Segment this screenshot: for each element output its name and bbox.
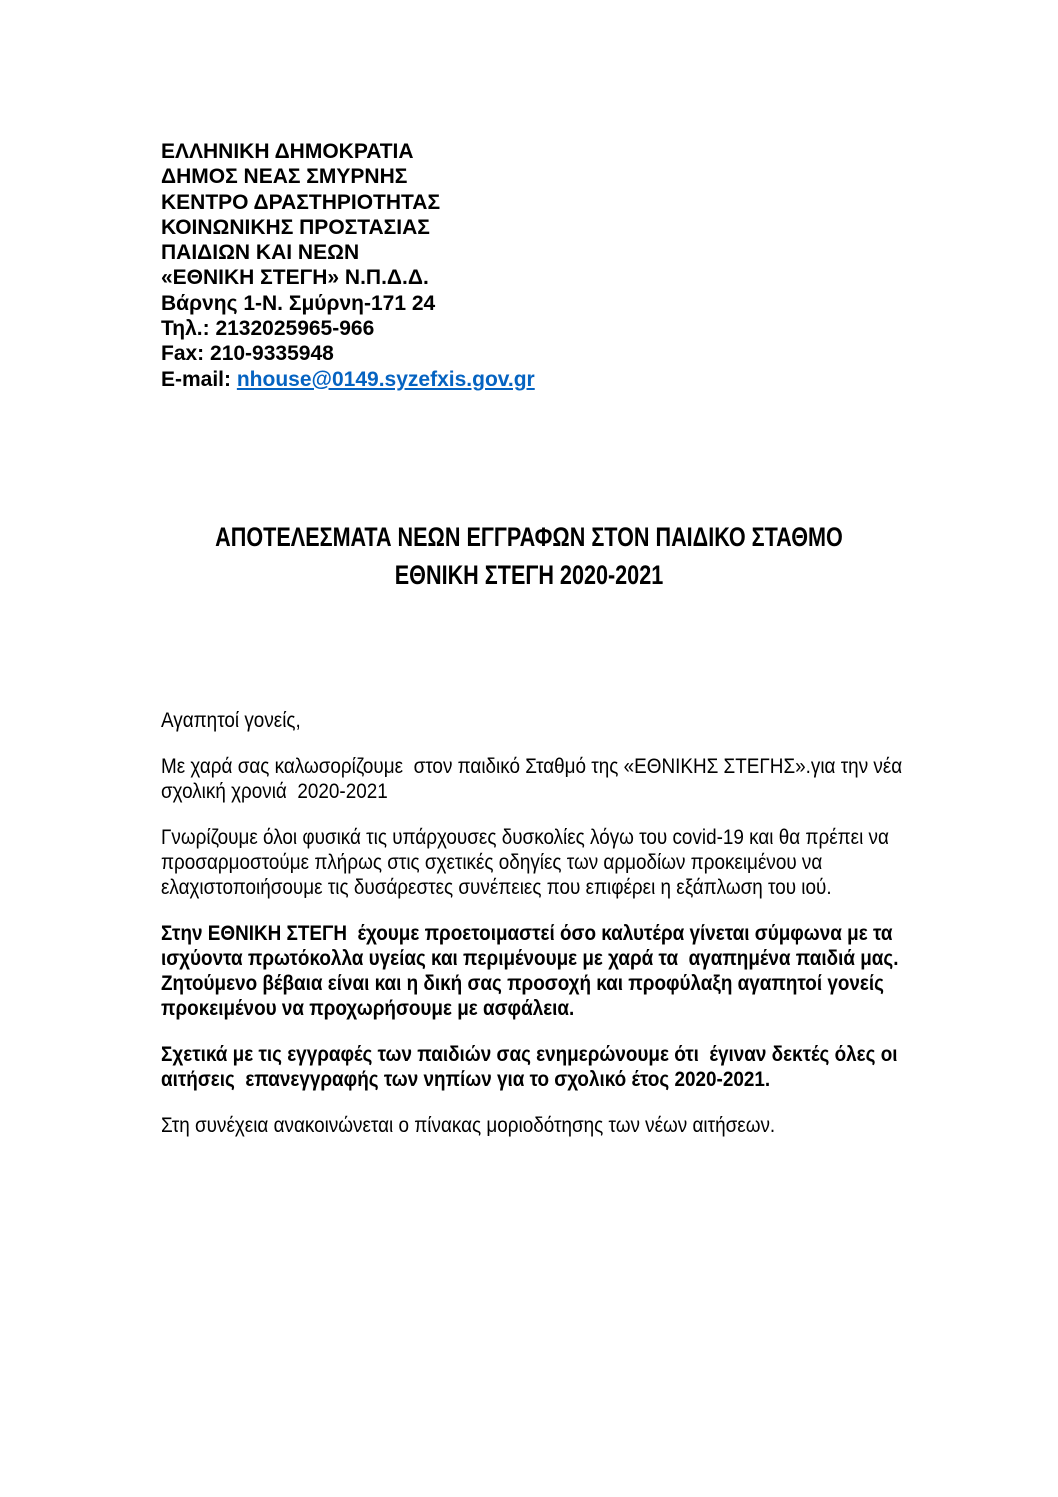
letterhead — [161, 139, 535, 392]
email-link[interactable]: nhouse@0149.syzefxis.gov.gr — [236, 367, 535, 391]
document-title — [106, 518, 952, 594]
letterhead-email-line — [161, 367, 535, 392]
welcome-paragraph: Με χαρά σας καλωσορίζουμε στον παιδικό Σταθμό της «ΕΘΝΙΚΗΣ ΣΤΕΓΗΣ».για την νέα σχολική χρονιά 2020-2021 — [161, 755, 908, 803]
letterhead-line-fax: Fax: 210-9335948 — [161, 342, 334, 366]
letterhead-line-center-1: ΚΕΝΤΡΟ ΔΡΑΣΤΗΡΙΟΤΗΤΑΣ — [161, 190, 441, 214]
preparation-paragraph: Στην ΕΘΝΙΚΗ ΣΤΕΓΗ έχουμε προετοιμαστεί όσο καλυτέρα γίνεται σύμφωνα με τα ισχύοντα πρωτόκολλα υγείας και περιμένουμε με χαρά τα αγαπημένα παιδιά μας. Ζητούμενο βέβαια είναι και η δική σας προσοχή και προφύλαξη αγαπητοί γονείς προκειμένου να προχωρήσουμε με ασφάλεια. — [161, 922, 904, 1020]
letterhead-line-org-name: «ΕΘΝΙΚΗ ΣΤΕΓΗ» Ν.Π.Δ.Δ. — [161, 266, 429, 290]
letterhead-line-phone: Τηλ.: 2132025965-966 — [161, 317, 375, 341]
letterhead-line-municipality: ΔΗΜΟΣ ΝΕΑΣ ΣΜΥΡΝΗΣ — [161, 165, 408, 189]
document-title-line-2: ΕΘΝΙΚΗ ΣΤΕΓΗ 2020-2021 — [394, 560, 664, 590]
letterhead-line-address: Βάρνης 1-Ν. Σμύρνη-171 24 — [161, 291, 436, 315]
registrations-paragraph: Σχετικά με τις εγγραφές των παιδιών σας ενημερώνουμε ότι έγιναν δεκτές όλες οι αιτήσεις επανεγγραφής των νηπίων για το σχολικό έτος 2020-2021. — [161, 1043, 903, 1091]
letterhead-line-republic: ΕΛΛΗΝΙΚΗ ΔΗΜΟΚΡΑΤΙΑ — [161, 140, 414, 163]
document-title-line-1: ΑΠΟΤΕΛΕΣΜΑΤΑ ΝΕΩΝ ΕΓΓΡΑΦΩΝ ΣΤΟΝ ΠΑΙΔΙΚΟ ΣΤΑΘΜΟ — [215, 522, 843, 552]
document-body — [161, 708, 922, 1159]
email-label: E-mail: — [161, 367, 237, 391]
covid-notice-paragraph: Γνωρίζουμε όλοι φυσικά τις υπάρχουσες δυσκολίες λόγω του covid-19 και θα πρέπει να προσαρμοστούμε πλήρως στις σχετικές οδηγίες των αρμοδίων προκειμένου να ελαχιστοποιήσουμε τις δυσάρεστες συνέπειες που επιφέρει η εξάπλωση του ιού. — [161, 826, 895, 899]
letterhead-line-center-3: ΠΑΙΔΙΩΝ ΚΑΙ ΝΕΩΝ — [161, 241, 360, 265]
closing-paragraph: Στη συνέχεια ανακοινώνεται ο πίνακας μοριοδότησης των νέων αιτήσεων. — [161, 1114, 776, 1137]
letterhead-line-center-2: ΚΟΙΝΩΝΙΚΗΣ ΠΡΟΣΤΑΣΙΑΣ — [161, 215, 430, 239]
greeting-paragraph: Αγαπητοί γονείς, — [161, 709, 301, 732]
